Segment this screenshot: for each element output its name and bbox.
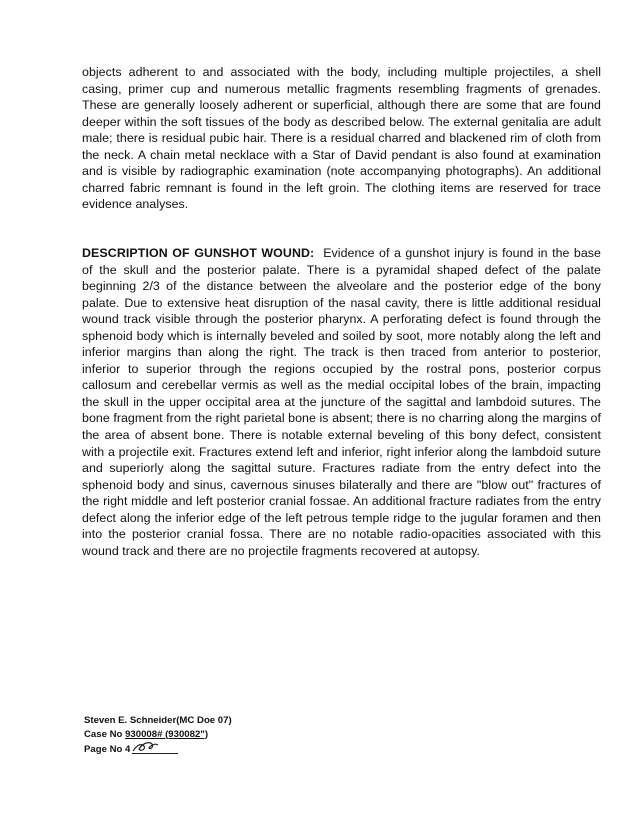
footer-name-line: Steven E. Schneider(MC Doe 07) [84, 715, 232, 726]
body-paragraph-effects: objects adherent to and associated with the body, including multiple projectiles, a shell casing, primer cup and numerous metallic fragments resembling fragments of grenades. These are generally loosely adherent or superficial, although there are some that are found deeper within the soft tissues of the body as described below. The external genitalia are adult male; there is residual pubic hair. There is a residual charred and blackened rim of cloth from the neck. A chain metal necklace with a Star of David pendant is also found at examination and is visible by radiographic examination (note accompanying photographs). An additional charred fabric remnant is found in the left groin. The clothing items are reserved for trace evidence analyses. [82, 65, 601, 212]
footer-case-number: 930008# (930082") [125, 728, 209, 740]
gunshot-wound-description: Evidence of a gunshot injury is found in the base of the skull and the posterior palate. There is a pyramidal shaped defect of the palate beginning 2/3 of the distance between the alveolare and the posterior edge of the bony palate. Due to extensive heat disruption of the nasal cavity, there is little additional residual wound track visible through the posterior pharynx. A perforating defect is found through the sphenoid body which is internally beveled and soiled by soot, more notably along the left and inferior margins than along the right. The track is then traced from anterior to posterior, inferior to superior through the regions occupied by the rostral pons, posterior corpus callosum and cerebellar vermis as well as the medial occipital lobes of the brain, impacting the skull in the upper occipital area at the juncture of the sagittal and lambdoid sutures. The bone fragment from the right parietal bone is absent; there is no charring along the margins of the area of absent bone. There is notable external beveling of this bony defect, consistent with a projectile exit. Fractures extend left and inferior, right inferior along the lambdoid suture and superiorly along the sagittal suture. Fractures radiate from the entry defect into the sphenoid body and sinus, cavernous sinuses bilaterally and there are "blow out" fractures of the right middle and left posterior cranial fossae. An additional fracture radiates from the entry defect along the inferior edge of the left petrous temple ridge to the jugular foramen and then into the posterior cranial fossa. There are no notable radio-opacities associated with this wound track and there are no projectile fragments recovered at autopsy. [82, 246, 601, 558]
footer-page-label: Page No 4 [84, 744, 131, 755]
handwritten-initials-signature [131, 741, 177, 755]
body-paragraph-gunshot-wound [82, 245, 601, 559]
footer-page-line [84, 741, 232, 757]
footer-case-label: Case No [84, 728, 123, 740]
page-footer [84, 714, 232, 757]
section-heading: DESCRIPTION OF GUNSHOT WOUND: [82, 246, 315, 260]
